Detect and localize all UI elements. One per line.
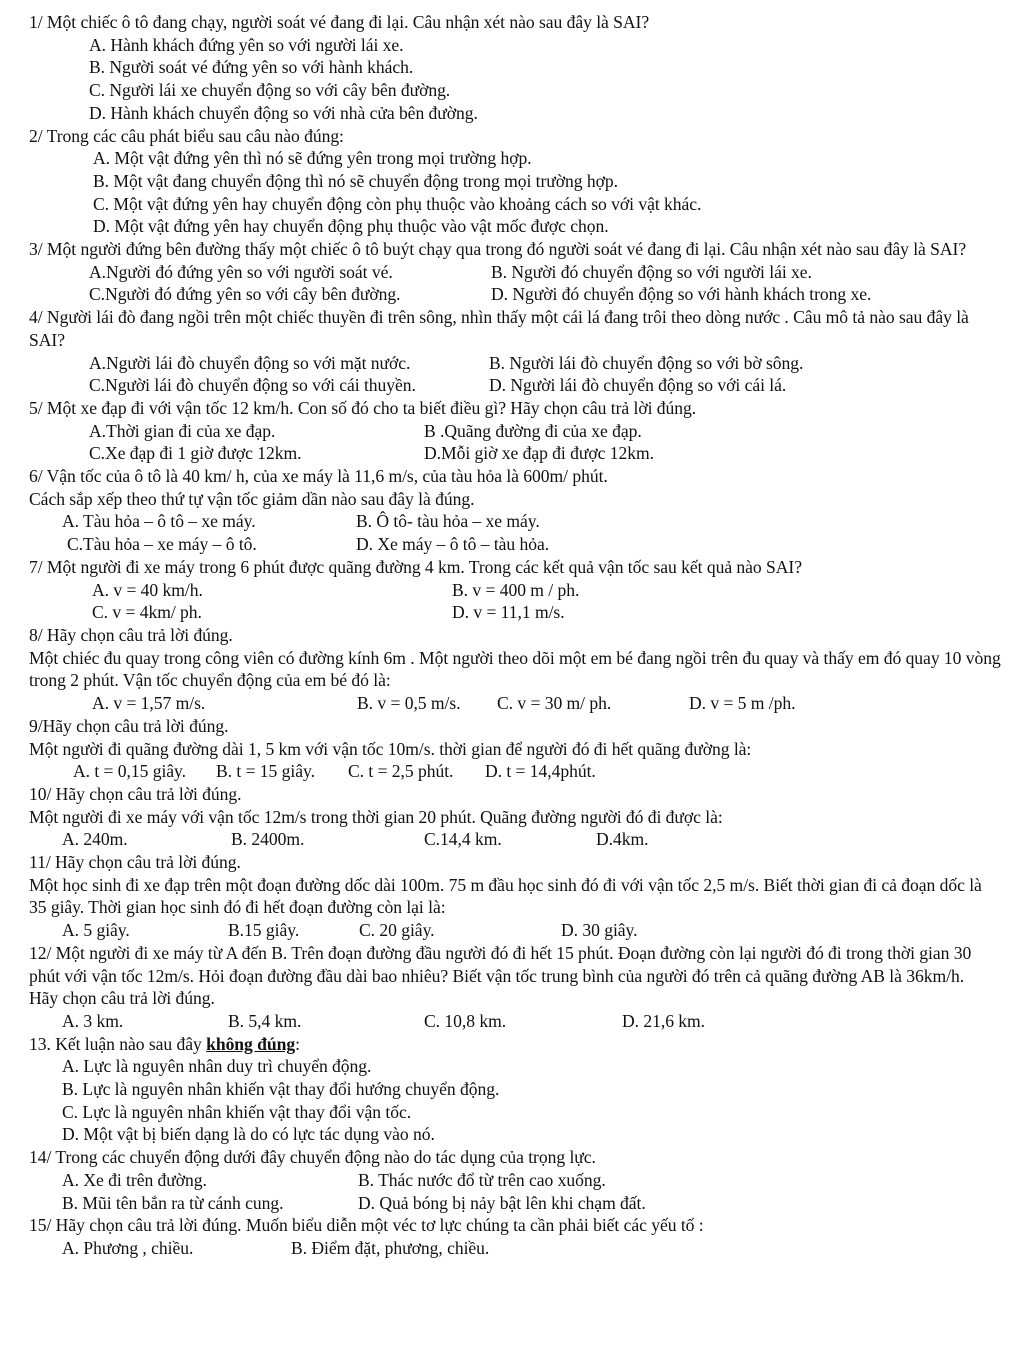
question-12 (29, 942, 1002, 1033)
option-c: B. Mũi tên bắn ra từ cánh cung. (62, 1192, 284, 1213)
question-body: Một người đi xe máy với vận tốc 12m/s trong thời gian 20 phút. Quãng đường người đó đi được là: (29, 806, 723, 827)
stem-text: 13. Kết luận nào sau đây (29, 1033, 207, 1054)
option-c: C. 20 giây. (359, 920, 435, 941)
option-b: B. Điểm đặt, phương, chiều. (291, 1237, 490, 1258)
question-body: Một người đi quãng đường dài 1, 5 km với vận tốc 10m/s. thời gian để người đó đi hết quãng đường là: (29, 738, 752, 759)
question-stem: 9/Hãy chọn câu trả lời đúng. (29, 715, 229, 736)
question-stem: 6/ Vận tốc của ô tô là 40 km/ h, của xe máy là 11,6 m/s, của tàu hỏa là 600m/ phút. (29, 466, 608, 487)
option-b: B. Một vật đang chuyển động thì nó sẽ chuyển động trong mọi trường hợp. (93, 170, 618, 191)
question-stem: 12/ Một người đi xe máy từ A đến B. Trên đoạn đường đầu người đó đi hết 15 phút. Đoạn đường còn lại người đó đi trong thời gian 30 phút với vận tốc 12m/s. Hỏi đoạn đường đầu dài bao nhiêu? Biết vận tốc trung bình của người đó trên cả quãng đường AB là 36km/h. (29, 942, 972, 986)
option-d: D. 30 giây. (561, 920, 638, 941)
question-stem: 4/ Người lái đò đang ngồi trên một chiếc thuyền đi trên sông, nhìn thấy một cái lá đang trôi theo dòng nước . Câu mô tả nào sau đây là SAI? (29, 307, 969, 350)
option-b: B. Người đó chuyển động so với người lái xe. (491, 261, 812, 282)
option-d: D. t = 14,4phút. (485, 761, 596, 782)
option-d: D. v = 5 m /ph. (689, 693, 796, 714)
option-d: D. v = 11,1 m/s. (452, 602, 565, 623)
option-b: B .Quãng đường đi của xe đạp. (424, 420, 642, 441)
question-stem: 3/ Một người đứng bên đường thấy một chiếc ô tô buýt chạy qua trong đó người soát vé đang đi lại. Câu nhận xét nào sau đây là SAI? (29, 239, 967, 260)
question-stem: 10/ Hãy chọn câu trả lời đúng. (29, 783, 242, 804)
question-stem: 11/ Hãy chọn câu trả lời đúng. (29, 852, 241, 873)
question-8 (29, 624, 1002, 715)
option-b: B. Lực là nguyên nhân khiến vật thay đổi hướng chuyển động. (62, 1079, 500, 1100)
stem-colon: : (295, 1033, 300, 1054)
question-stem: 5/ Một xe đạp đi với vận tốc 12 km/h. Con số đó cho ta biết điều gì? Hãy chọn câu trả lời đúng. (29, 397, 697, 418)
question-6 (29, 465, 1002, 556)
option-d: D. Người đó chuyển động so với hành khách trong xe. (491, 284, 872, 305)
option-b: B. v = 400 m / ph. (452, 579, 580, 600)
option-a: A. 3 km. (62, 1010, 124, 1031)
option-a: A. Một vật đứng yên thì nó sẽ đứng yên trong mọi trường hợp. (93, 148, 532, 169)
question-stem: 1/ Một chiếc ô tô đang chạy, người soát vé đang đi lại. Câu nhận xét nào sau đây là SAI? (29, 12, 650, 32)
option-c: C.Tàu hỏa – xe máy – ô tô. (67, 534, 257, 555)
option-d: D. 21,6 km. (622, 1010, 706, 1031)
option-c: C. t = 2,5 phút. (348, 761, 454, 782)
option-d: D.4km. (596, 829, 649, 850)
question-body: Một học sinh đi xe đạp trên một đoạn đường dốc dài 100m. 75 m đầu học sinh đó đi với vận tốc 2,5 m/s. Biết thời gian đi cả đoạn dốc là 35 giây. Thời gian học sinh đó đi hết đoạn đường còn lại là: (29, 874, 982, 918)
option-a: A.Người lái đò chuyển động so với mặt nước. (89, 352, 411, 373)
question-stem: 2/ Trong các câu phát biểu sau câu nào đúng: (29, 125, 344, 146)
option-d: D. Một vật đứng yên hay chuyển động phụ thuộc vào vật mốc được chọn. (93, 216, 609, 237)
question-stem: 7/ Một người đi xe máy trong 6 phút được quãng đường 4 km. Trong các kết quả vận tốc sau kết quả nào SAI? (29, 556, 802, 577)
option-a: A.Người đó đứng yên so với người soát vé. (89, 261, 393, 282)
question-11 (29, 851, 1002, 942)
option-a: A. Lực là nguyên nhân duy trì chuyển động. (62, 1056, 372, 1077)
question-7 (29, 556, 1002, 624)
option-a: A. t = 0,15 giây. (73, 761, 186, 782)
question-stem: 8/ Hãy chọn câu trả lời đúng. (29, 624, 233, 645)
option-a: A. 5 giây. (62, 920, 130, 941)
option-d: D. Người lái đò chuyển động so với cái lá. (489, 375, 787, 396)
option-c: C. 10,8 km. (424, 1010, 507, 1031)
question-2 (29, 125, 1002, 239)
question-5 (29, 397, 1002, 465)
option-b: B. t = 15 giây. (216, 761, 315, 782)
option-c: C.Người lái đò chuyển động so với cái thuyền. (89, 375, 416, 396)
stem-emphasis: không đúng (206, 1033, 296, 1054)
option-d: D.Mỗi giờ xe đạp đi được 12km. (424, 443, 654, 464)
option-c: C.14,4 km. (424, 829, 502, 850)
question-15 (29, 1214, 1002, 1259)
option-b: B.15 giây. (228, 920, 300, 941)
option-c: C.Xe đạp đi 1 giờ được 12km. (89, 443, 302, 464)
option-b: B. 5,4 km. (228, 1010, 302, 1031)
question-stem (29, 1033, 1002, 1056)
question-9 (29, 715, 1002, 783)
question-10 (29, 783, 1002, 851)
question-3 (29, 238, 1002, 306)
option-d: D. Một vật bị biến dạng là do có lực tác dụng vào nó. (62, 1124, 435, 1145)
option-d: D. Quả bóng bị nảy bật lên khi chạm đất. (358, 1192, 646, 1213)
option-a: A. v = 40 km/h. (92, 579, 203, 600)
question-stem-2: Cách sắp xếp theo thứ tự vận tốc giảm dần nào sau đây là đúng. (29, 488, 475, 509)
option-c: C. v = 30 m/ ph. (497, 693, 612, 714)
question-body: Một chiéc đu quay trong công viên có đường kính 6m . Một người theo dõi một em bé đang ngồi trên đu quay và thấy em đó quay 10 vòng trong 2 phút. Vận tốc chuyển động của em bé đó là: (29, 647, 1001, 691)
option-b: B. Ô tô- tàu hỏa – xe máy. (356, 511, 540, 532)
option-c: C.Người đó đứng yên so với cây bên đường. (89, 284, 401, 305)
option-a: A.Thời gian đi của xe đạp. (89, 420, 276, 441)
option-b: B. Thác nước đổ từ trên cao xuống. (358, 1169, 606, 1190)
option-c: C. Người lái xe chuyển động so với cây bên đường. (89, 80, 451, 101)
question-stem: 15/ Hãy chọn câu trả lời đúng. Muốn biểu diễn một véc tơ lực chúng ta cần phải biết các yếu tố : (29, 1215, 704, 1236)
option-b: B. 2400m. (231, 829, 305, 850)
option-a: A. Tàu hỏa – ô tô – xe máy. (62, 511, 256, 532)
option-a: A. Phương , chiều. (62, 1237, 194, 1258)
option-a: A. Xe đi trên đường. (62, 1169, 207, 1190)
option-a: A. 240m. (62, 829, 128, 850)
option-c: C. v = 4km/ ph. (92, 602, 202, 623)
option-d: D. Xe máy – ô tô – tàu hỏa. (356, 534, 550, 555)
option-a: A. Hành khách đứng yên so với người lái xe. (89, 34, 404, 55)
option-c: C. Một vật đứng yên hay chuyển động còn phụ thuộc vào khoảng cách so với vật khác. (93, 193, 702, 214)
question-13 (29, 1033, 1002, 1147)
option-b: B. Người lái đò chuyển động so với bờ sông. (489, 352, 804, 373)
option-a: A. v = 1,57 m/s. (92, 693, 206, 714)
question-body: Hãy chọn câu trả lời đúng. (29, 988, 215, 1009)
option-c: C. Lực là nguyên nhân khiến vật thay đổi vận tốc. (62, 1101, 412, 1122)
option-b: B. v = 0,5 m/s. (357, 693, 461, 714)
question-1 (29, 11, 1002, 125)
question-14 (29, 1146, 1002, 1214)
question-stem: 14/ Trong các chuyển động dưới đây chuyển động nào do tác dụng của trọng lực. (29, 1147, 596, 1168)
option-d: D. Hành khách chuyển động so với nhà cửa bên đường. (89, 102, 478, 123)
option-b: B. Người soát vé đứng yên so với hành khách. (89, 57, 414, 78)
question-4 (29, 306, 1002, 397)
